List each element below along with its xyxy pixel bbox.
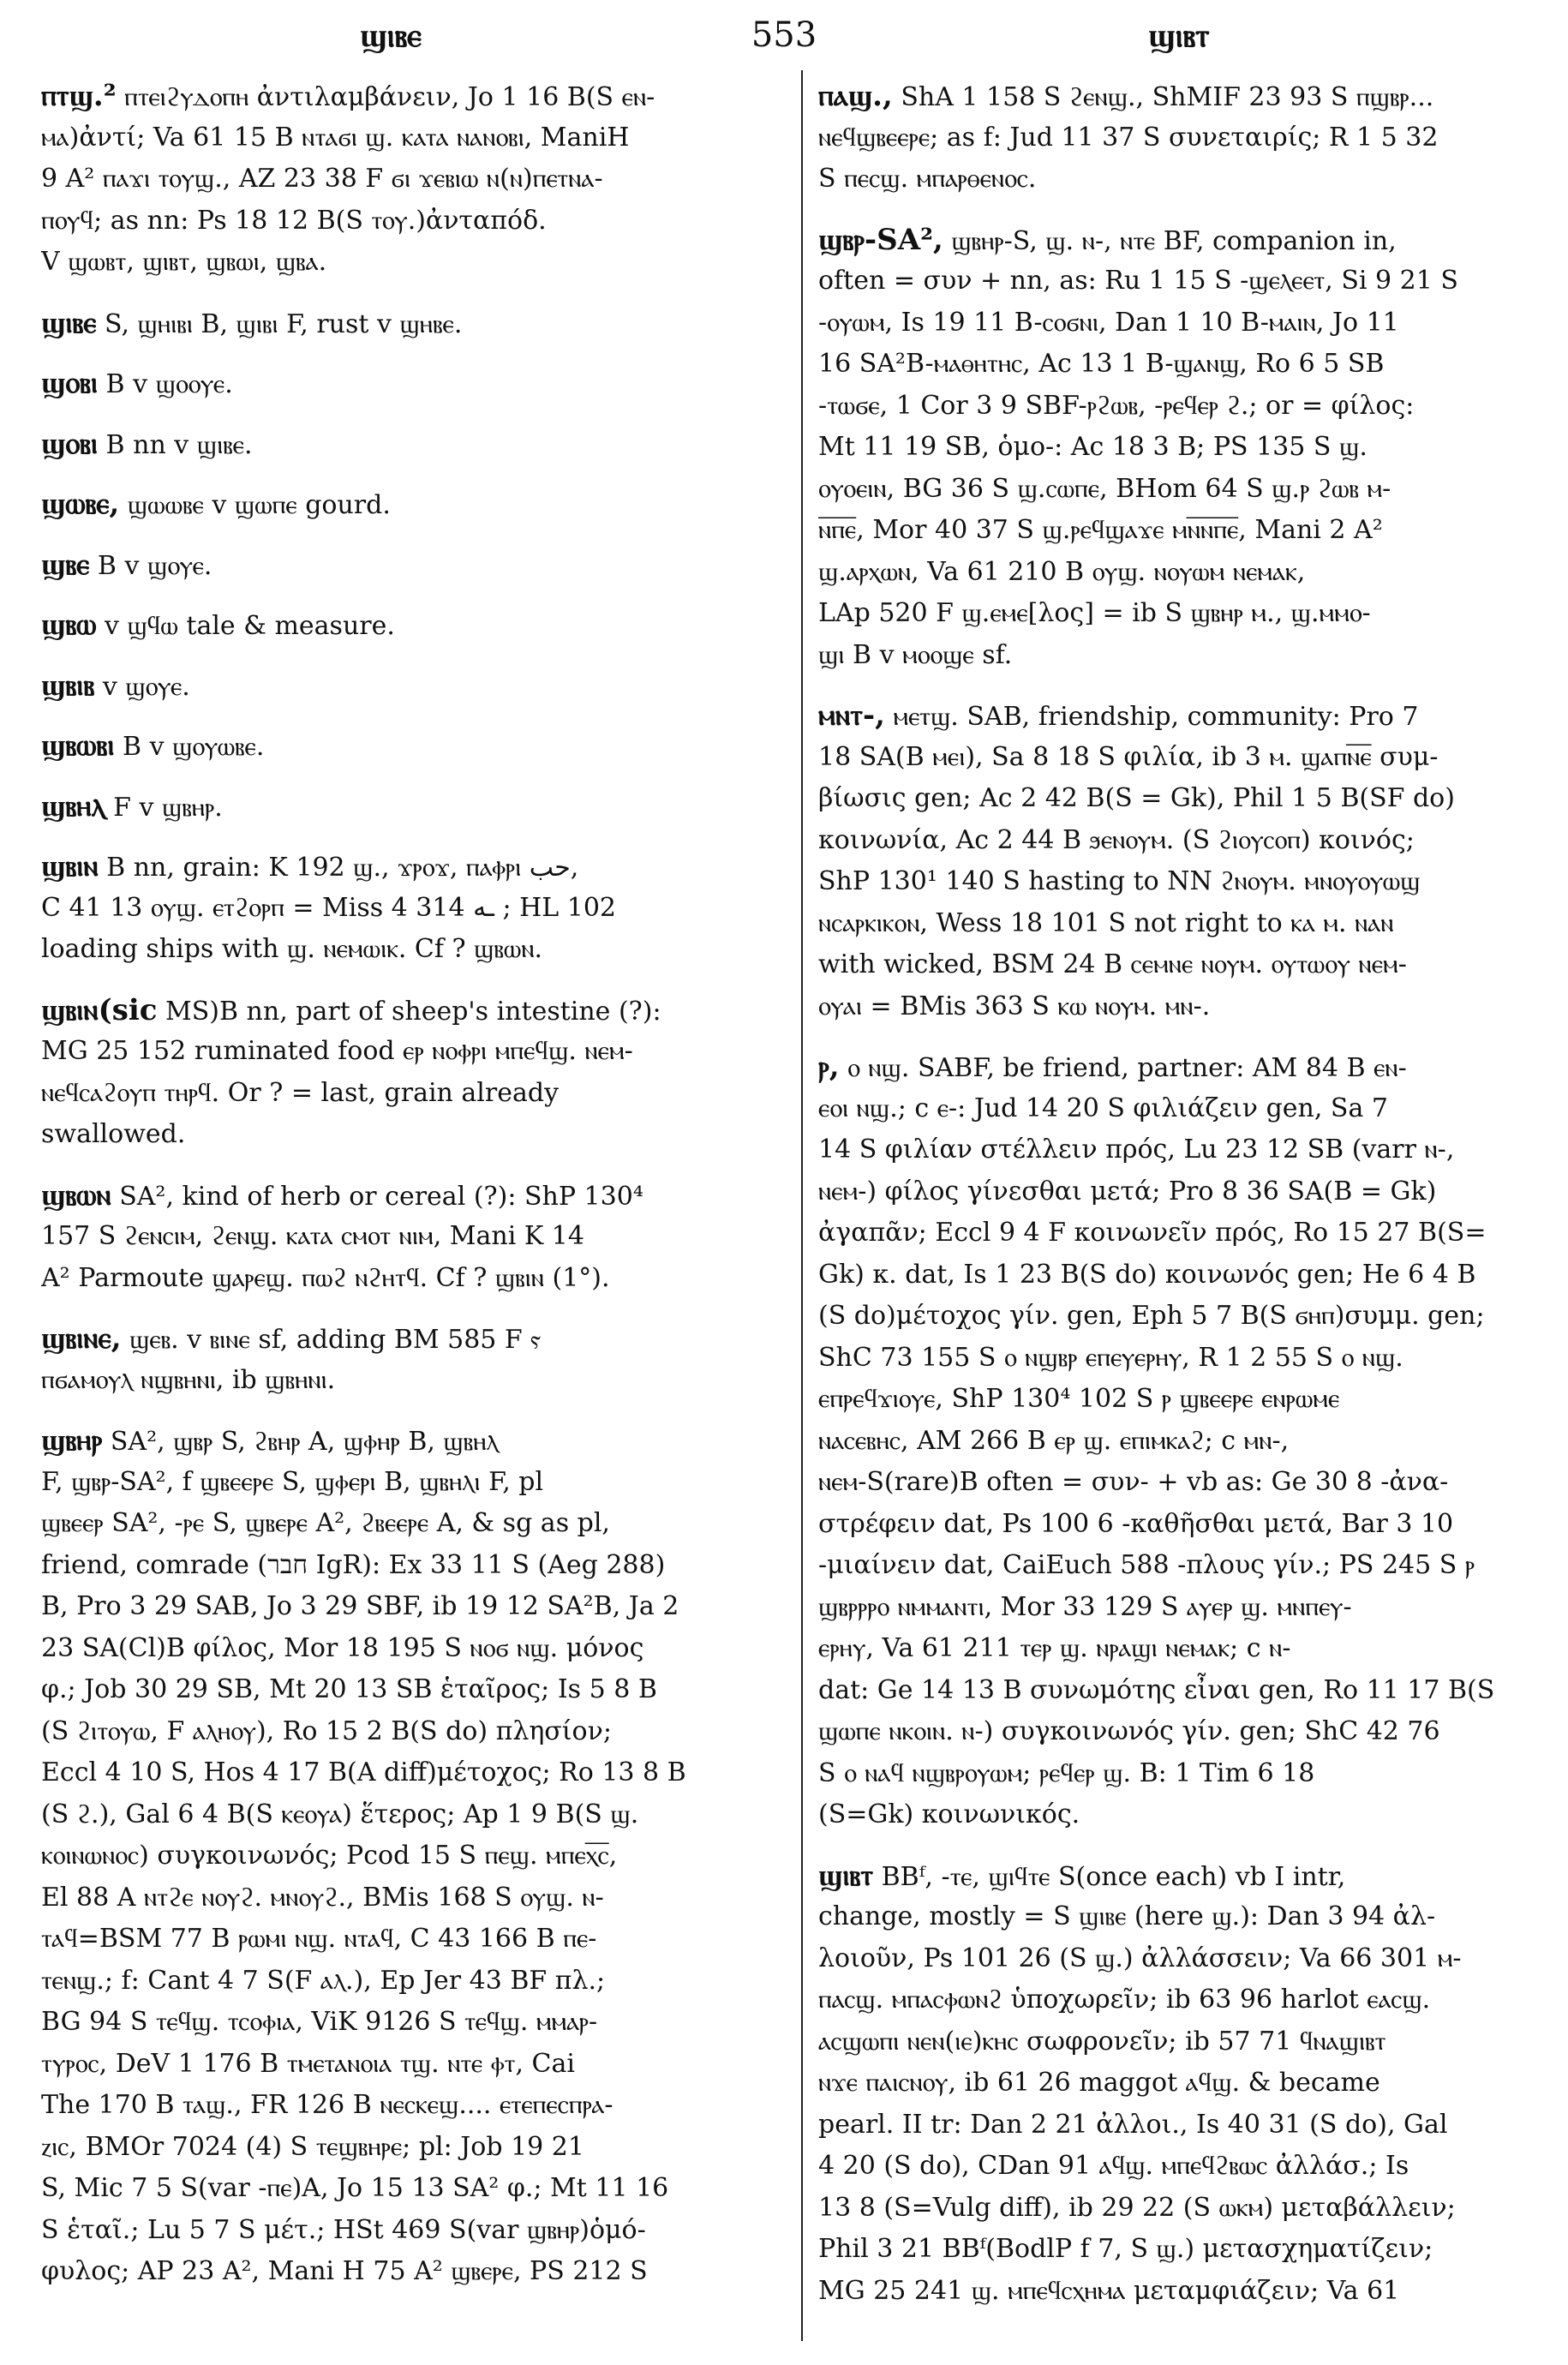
entry-line: ϣⲃⲓⲛⲉ, ϣⲉⲃ. v ⲃⲓⲛⲉ sf, adding BM 585 F ⲋ	[41, 1321, 542, 1356]
entry-line: ἀγαπᾶν; Eccl 9 4 F κοινωνεῖν πρός, Ro 15 27 B(S=	[818, 1218, 1487, 1248]
entry-line: dat: Ge 14 13 B συνωμότης εἶναι gen, Ro 11 17 B(S	[818, 1674, 1495, 1705]
entry-line: 18 SA(B ⲙⲉⲓ), Sa 8 18 S φιλία, ib 3 ⲙ. ϣⲁⲡⲛ̅ⲉ̅ συμ-	[818, 741, 1439, 772]
entry-line: 13 8 (S=Vulg diff), ib 29 22 (S ⲱⲕⲙ) μεταβάλλειν;	[818, 2192, 1456, 2223]
entry-line: A² Parmoute ϣⲁⲣⲉϣ. ⲡⲱϩ ⲛϩⲏⲧϥ. Cf ? ϣⲃⲓⲛ (1°).	[41, 1262, 610, 1293]
entry-line: S, Mic 7 5 S(var -ⲡⲉ)A, Jo 15 13 SA² φ.; Mt 11 16	[41, 2173, 669, 2203]
entry-line: ⲟⲩⲁⲓ = BMis 363 S ⲕⲱ ⲛⲟⲩⲙ. ⲙⲛ-.	[818, 991, 1211, 1021]
entry-line: 16 SA²B-ⲙⲁⲑⲏⲧⲏⲥ, Ac 13 1 B-ϣⲁⲛϣ, Ro 6 5 SB	[818, 349, 1385, 379]
entry-line: ⲛⲉⲙ-S(rare)B often = συν- + vb as: Ge 30 8 -ἀνα-	[818, 1467, 1449, 1497]
entry-line: change, mostly = S ϣⲓⲃⲉ (here ϣ.): Dan 3 94 ἀλ-	[818, 1901, 1436, 1931]
entry-line: ϣⲟⲃⲓ B nn v ϣⲓⲃⲉ.	[41, 426, 253, 461]
entry-line: ⲛⲉϥϣⲃⲉⲉⲣⲉ; as f: Jud 11 37 S συνεταιρίς; R 1 5 32	[818, 122, 1439, 153]
entry-line: 4 20 (S do), CDan 91 ⲁϥϣ. ⲙⲡⲉϥϩⲃⲱⲥ ἀλλάσ.; Is	[818, 2151, 1409, 2181]
headword: ϣⲓⲃⲧ	[818, 1858, 874, 1893]
entry-line: (S=Gk) κοινωνικός.	[818, 1799, 1080, 1829]
entry-gap	[41, 646, 791, 665]
entry-line: Eccl 4 10 S, Hos 4 17 B(A diff)μέτοχος; Ro 13 8 B	[41, 1757, 686, 1787]
headword: ϣⲃⲱⲃⲓ	[41, 728, 115, 763]
entry-line: pearl. II tr: Dan 2 21 ἀλλοι., Is 40 31 (S do), Gal	[818, 2109, 1448, 2140]
entry-line: ⲁⲥϣⲱⲡⲓ ⲛⲉⲛ(ⲓⲉ)ⲕⲏⲥ σωφρονεῖν; ib 57 71 ϥⲛⲁϣⲓⲃⲧ	[818, 2026, 1386, 2057]
entry-line: loading ships with ϣ. ⲛⲉⲙⲱⲓⲕ. Cf ? ϣⲃⲱⲛ.	[41, 934, 543, 964]
entry-line: -ⲟⲩⲱⲙ, Is 19 11 B-ⲥⲟϭⲛⲓ, Dan 1 10 B-ⲙⲁⲓⲛ, Jo 11	[818, 307, 1399, 338]
headword: ϣⲃⲉ	[41, 547, 90, 582]
entry-line: ϣⲃⲏⲗ F v ϣⲃⲏⲣ.	[41, 788, 223, 823]
entry-line: ϣⲃⲓⲛ(sic MS)B nn, part of sheep's intestine (?):	[41, 992, 661, 1027]
headword: ϣⲃⲏⲗ	[41, 788, 105, 823]
entry-line: -μιαίνειν dat, CaiEuch 588 -πλους γίν.; PS 245 S ⲣ	[818, 1550, 1475, 1580]
entry-gap	[41, 1156, 791, 1175]
entry-line: ⲡⲁϣ., ShA 1 158 S ϩⲉⲛϣ., ShMIF 23 93 S ⲡϣⲃⲣ...	[818, 79, 1434, 113]
entry-line: ⲉⲡⲣⲉϥϫⲓⲟⲩⲉ, ShP 130⁴ 102 S ⲣ ϣⲃⲉⲉⲣⲉ ⲉⲛⲣⲱⲙⲉ	[818, 1384, 1340, 1414]
headword: ϣⲃⲱⲛ	[41, 1177, 111, 1212]
entry-line: βίωσις gen; Ac 2 42 B(S = Gk), Phil 1 5 B(SF do)	[818, 783, 1455, 813]
entry-line: ϣⲃⲉ B v ϣⲟⲩⲉ.	[41, 547, 212, 582]
entry-gap	[41, 284, 791, 302]
entry-line: S ⲡⲉⲥϣ. ⲙⲡⲁⲣⲑⲉⲛⲟⲥ.	[818, 164, 1037, 194]
entry-line: swallowed.	[41, 1119, 186, 1149]
entry-gap	[818, 201, 1568, 219]
entry-line: ⲍⲓⲥ, BMOr 7024 (4) S ⲧⲉϣⲃⲏⲣⲉ; pl: Job 19 21	[41, 2131, 584, 2162]
entry-gap	[818, 676, 1568, 695]
entry-line: ⲉⲣⲏⲩ, Va 61 211 ⲧⲉⲣ ϣ. ⲛⲣⲁϣⲓ ⲛⲉⲙⲁⲕ; c ⲛ-	[818, 1633, 1291, 1663]
headword: ϣⲟⲃⲓ	[41, 426, 98, 461]
entry-line: ⲛ̅ⲡ̅ⲉ̅, Mor 40 37 S ϣ.ⲣⲉϥϣⲁϫⲉ ⲙⲛ̅ⲛ̅ⲡ̅ⲉ̅, Mani 2 A²	[818, 515, 1383, 545]
entry-line: στρέφειν dat, Ps 100 6 -καθῆσθαι μετά, Bar 3 10	[818, 1508, 1454, 1539]
entry-line: B, Pro 3 29 SAB, Jo 3 29 SBF, ib 19 12 SA²B, Ja 2	[41, 1591, 679, 1621]
entry-line: ϣ.ⲁⲣⲭⲱⲛ, Va 61 210 B ⲟⲩϣ. ⲛⲟⲩⲱⲙ ⲛⲉⲙⲁⲕ,	[818, 556, 1306, 587]
entry-line: with wicked, BSM 24 B ⲥⲉⲙⲛⲉ ⲛⲟⲩⲙ. ⲟⲩⲧⲱⲟⲩ ⲛⲉⲙ-	[818, 949, 1407, 979]
entry-line: ⲕⲟⲓⲛⲱⲛⲟⲥ) συγκοινωνός; Pcod 15 S ⲡⲉϣ. ⲙⲡⲉⲭ̅ⲥ̅,	[41, 1841, 618, 1871]
entry-line: ϣⲓ B v ⲙⲟⲟϣⲉ sf.	[818, 639, 1013, 670]
entry-gap	[41, 404, 791, 423]
entry-gap	[41, 525, 791, 544]
entry-line: ϣⲃⲣ-SA², ϣⲃⲏⲣ-S, ϣ. ⲛ-, ⲛⲧⲉ BF, companion in,	[818, 222, 1397, 257]
headword: ⲡⲧϣ.²	[41, 79, 117, 113]
entry-line: ⲙⲛⲧ-, ⲙⲉⲧϣ. SAB, friendship, community: Pro 7	[818, 698, 1419, 733]
entry-line: ϣⲃⲉⲉⲣ SA², -ⲣⲉ S, ϣⲃⲉⲣⲉ A², ϩⲃⲉⲉⲣⲉ A, & sg as pl,	[41, 1508, 610, 1538]
headword: ϣⲃⲏⲣ	[41, 1423, 103, 1458]
entry-gap	[818, 1836, 1568, 1855]
entry-line: 157 S ϩⲉⲛⲥⲓⲙ, ϩⲉⲛϣ. ⲕⲁⲧⲁ ⲥⲙⲟⲧ ⲛⲓⲙ, Mani K 14	[41, 1221, 584, 1251]
entry-gap	[41, 585, 791, 604]
entry-line: LAp 520 F ϣ.ⲉⲙⲉ[λος] = ib S ϣⲃⲏⲣ ⲙ., ϣ.ⲙⲙⲟ-	[818, 598, 1371, 628]
headword: ϣⲃⲣ-SA²,	[818, 222, 943, 257]
entry-line: ⲧⲉⲛϣ.; f: Cant 4 7 S(F ⲁⲗ.), Ep Jer 43 BF πλ.;	[41, 1965, 606, 1996]
entry-gap	[41, 971, 791, 990]
entry-gap	[41, 1401, 791, 1420]
entry-line: The 170 B ⲧⲁϣ., FR 126 B ⲛⲉⲥⲕⲉϣ.... ⲉⲧⲉⲡⲉⲥⲡⲣⲁ-	[41, 2090, 613, 2120]
entry-line: ϣⲃⲓⲛ B nn, grain: K 192 ϣ., ϫⲣⲟϫ, ⲡⲁⲫⲣⲓ حب,	[41, 849, 579, 883]
page-number: 553	[751, 15, 817, 55]
header-right-guide-word: ϣⲓⲃⲧ	[1148, 15, 1210, 54]
entry-line: ⲉⲟⲓ ⲛϣ.; c ⲉ-: Jud 14 20 S φιλιάζειν gen, Sa 7	[818, 1093, 1388, 1123]
entry-line: MG 25 152 ruminated food ⲉⲣ ⲛⲟⲫⲣⲓ ⲙⲡⲉϥϣ. ⲛⲉⲙ-	[41, 1036, 633, 1066]
header-left-guide-word: ϣⲓⲃⲉ	[360, 15, 422, 54]
headword: ⲙⲛⲧ-,	[818, 698, 885, 733]
headword: ϣⲟⲃⲓ	[41, 366, 98, 400]
right-column	[818, 75, 1568, 2312]
entry-line: ⲛⲉϥⲥⲁϩⲟⲩⲡ ⲧⲏⲣϥ. Or ? = last, grain already	[41, 1077, 560, 1108]
entry-line: ⲡⲁⲥϣ. ⲙⲡⲁⲥⲫⲱⲛϩ ὑποχωρεῖν; ib 63 96 harlot ⲉⲁⲥϣ.	[818, 1985, 1431, 2015]
entry-line: C 41 13 ⲟⲩϣ. ⲉⲧϩⲟⲣⲡ = Miss 4 314 ـه ; HL 102	[41, 892, 617, 923]
entry-line: ϣⲱⲡⲉ ⲛⲕⲟⲓⲛ. ⲛ-) συγκοινωνός γίν. gen; ShC 42 76	[818, 1716, 1440, 1746]
headword: ϣⲃⲓⲛⲉ,	[41, 1321, 122, 1356]
entry-line: V ϣⲱⲃⲧ, ϣⲓⲃⲧ, ϣⲃⲱⲓ, ϣⲃⲁ.	[41, 247, 327, 277]
entry-gap	[41, 1299, 791, 1318]
headword: ϣⲃⲱ	[41, 608, 97, 642]
left-column	[41, 75, 791, 2293]
headword: ⲣ,	[818, 1050, 840, 1084]
entry-line: 14 S φιλίαν στέλλειν πρός, Lu 23 12 SB (varr ⲛ-,	[818, 1135, 1455, 1165]
entry-line: 23 SA(Cl)B φίλος, Mor 18 195 S ⲛⲟϭ ⲛϣ. μόνος	[41, 1632, 644, 1663]
entry-line: ⲙⲁ)ἀντί; Va 61 15 B ⲛⲧⲁϭⲓ ϣ. ⲕⲁⲧⲁ ⲛⲁⲛⲟⲃⲓ, ManiH	[41, 122, 630, 153]
headword: ⲡⲁϣ.,	[818, 79, 893, 113]
entry-line: -ⲧⲱϭⲉ, 1 Cor 3 9 SBF-ⲣϩⲱⲃ, -ⲣⲉϥⲉⲣ ϩ.; or = φίλος:	[818, 390, 1415, 421]
entry-line: S ἑταῖ.; Lu 5 7 S μέτ.; HSt 469 S(var ϣⲃⲏⲣ)ὁμό-	[41, 2214, 646, 2245]
entry-line: Mt 11 19 SB, ὁμο-: Ac 18 3 B; PS 135 S ϣ.	[818, 432, 1368, 462]
entry-line: (S ϩⲓⲧⲟⲩⲱ, F ⲁⲗⲏⲟⲩ), Ro 15 2 B(S do) πλησίον;	[41, 1715, 612, 1746]
entry-gap	[41, 827, 791, 846]
entry-line: φυλος; AP 23 A², Mani H 75 A² ϣⲃⲉⲣⲉ, PS 212 S	[41, 2256, 648, 2286]
entry-line: friend, comrade (חבר IgR): Ex 33 11 S (Aeg 288)	[41, 1549, 666, 1580]
entry-line: ϣⲃⲏⲣ SA², ϣⲃⲣ S, ϩⲃⲏⲣ A, ϣⲫⲏⲣ B, ϣⲃⲏⲗ	[41, 1423, 499, 1458]
entry-line: ⲡⲟⲩϥ; as nn: Ps 18 12 B(S ⲧⲟⲩ.)ἀνταπόδ.	[41, 205, 547, 236]
entry-line: ϣⲃⲱⲛ SA², kind of herb or cereal (?): ShP 130⁴	[41, 1177, 643, 1212]
headword: ϣⲃⲓⲛ(sic	[41, 992, 158, 1027]
entry-line: ϣⲃⲣⲣⲣⲟ ⲛⲙⲙⲁⲛⲧⲓ, Mor 33 129 S ⲁⲩⲉⲣ ϣ. ⲙⲛⲡⲉⲩ-	[818, 1591, 1352, 1622]
entry-line: often = συν + nn, as: Ru 1 15 S -ϣⲉⲗⲉⲉⲧ, Si 9 21 S	[818, 266, 1458, 296]
entry-line: λοιοῦν, Ps 101 26 (S ϣ.) ἀλλάσσειν; Va 66 301 ⲙ-	[818, 1943, 1462, 1973]
headword: ϣⲱⲃⲉ,	[41, 487, 120, 521]
entry-line: MG 25 241 ϣ. ⲙⲡⲉϥⲥⲭⲏⲙⲁ μεταμφιάζειν; Va 61	[818, 2275, 1400, 2306]
entry-line: (S do)μέτοχος γίν. gen, Eph 5 7 B(S ϭⲏⲡ)συμμ. gen;	[818, 1301, 1485, 1331]
entry-line: ⲟⲩⲟⲉⲓⲛ, BG 36 S ϣ.ⲥⲱⲡⲉ, BHom 64 S ϣ.ⲣ ϩⲱⲃ ⲙ-	[818, 473, 1391, 504]
headword: ϣⲓⲃⲉ	[41, 305, 97, 340]
entry-gap	[41, 464, 791, 483]
entry-line: Phil 3 21 BBᶠ(BodlP f 7, S ϣ.) μετασχηματίζειν;	[818, 2234, 1433, 2264]
entry-line: ⲛϫⲉ ⲡⲁⲓⲥⲛⲟⲩ, ib 61 26 maggot ⲁϥϣ. & became	[818, 2068, 1380, 2098]
entry-line: ϣⲟⲃⲓ B v ϣⲟⲟⲩⲉ.	[41, 366, 233, 400]
entry-line: ϣⲃⲱ v ϣϥⲱ tale & measure.	[41, 608, 395, 642]
entry-line: ϣⲓⲃⲉ S, ϣⲏⲓⲃⲓ B, ϣⲓⲃⲓ F, rust v ϣⲏⲃⲉ.	[41, 305, 463, 340]
entry-line: (S ϩ.), Gal 6 4 B(S ⲕⲉⲟⲩⲁ) ἕτερος; Ap 1 9 B(S ϣ.	[41, 1799, 639, 1829]
entry-line: ϣⲃⲓⲃ v ϣⲟⲩⲉ.	[41, 668, 190, 703]
entry-gap	[41, 706, 791, 725]
entry-line: 9 A² ⲡⲁϫⲓ ⲧⲟⲩϣ., AZ 23 38 F ϭⲓ ϫⲉⲃⲓⲱ ⲛ(ⲛ)ⲡⲉⲧⲛⲁ-	[41, 164, 603, 194]
entry-line: ⲧⲩⲣⲟⲥ, DeV 1 176 B ⲧⲙⲉⲧⲁⲛⲟⲓⲁ ⲧϣ. ⲛⲧⲉ ⲫⲧ, Cai	[41, 2048, 575, 2079]
entry-line: ⲛⲥⲁⲣⲕⲓⲕⲟⲛ, Wess 18 101 S not right to ⲕⲁ ⲙ. ⲛⲁⲛ	[818, 907, 1394, 938]
entry-line: ⲧⲁϥ=BSM 77 B ⲣⲱⲙⲓ ⲛϣ. ⲛⲧⲁϥ, C 43 166 B ⲡⲉ-	[41, 1924, 597, 1954]
entry-line: ⲡⲧϣ.² ⲡⲧⲉⲓϩⲩⲇⲟⲡⲏ ἀντιλαμβάνειν, Jo 1 16 B(S ⲉⲛ-	[41, 79, 655, 113]
entry-line: El 88 A ⲛⲧϩⲉ ⲛⲟⲩϩ. ⲙⲛⲟⲩϩ., BMis 168 S ⲟⲩϣ. ⲛ-	[41, 1882, 604, 1913]
entry-line: ⲛⲉⲙ-) φίλος γίνεσθαι μετά; Pro 8 36 SA(B = Gk)	[818, 1176, 1437, 1206]
entry-gap	[41, 344, 791, 362]
entry-line: ⲡϭⲁⲙⲟⲩⲗ ⲛϣⲃⲏⲛⲓ, ib ϣⲃⲏⲛⲓ.	[41, 1364, 336, 1395]
entry-line: BG 94 S ⲧⲉϥϣ. ⲧⲥⲟⲫⲓⲁ, ViK 9126 S ⲧⲉϥϣ. ⲙⲙⲁⲣ-	[41, 2007, 598, 2037]
entry-line: ϣⲓⲃⲧ BBᶠ, -ⲧⲉ, ϣⲓϥⲧⲉ S(once each) vb I intr,	[818, 1858, 1346, 1893]
entry-line: ϣⲃⲱⲃⲓ B v ϣⲟⲩⲱⲃⲉ.	[41, 728, 265, 763]
entry-gap	[818, 1027, 1568, 1046]
entry-line: S ⲟ ⲛⲁϥ ⲛϣⲃⲣⲟⲩⲱⲙ; ⲣⲉϥⲉⲣ ϣ. B: 1 Tim 6 18	[818, 1757, 1315, 1788]
entry-line: ShC 73 155 S ⲟ ⲛϣⲃⲣ ⲉⲡⲉⲩⲉⲣⲏⲩ, R 1 2 55 S ⲟ ⲛϣ.	[818, 1342, 1403, 1373]
headword: ϣⲃⲓⲛ	[41, 849, 99, 883]
column-divider	[801, 70, 803, 2341]
headword: ϣⲃⲓⲃ	[41, 668, 95, 703]
entry-line: Gk) κ. dat, Is 1 23 B(S do) κοινωνός gen; He 6 4 B	[818, 1259, 1476, 1290]
entry-line: ⲣ, ⲟ ⲛϣ. SABF, be friend, partner: AM 84 B ⲉⲛ-	[818, 1050, 1407, 1084]
entry-line: F, ϣⲃⲣ-SA², f ϣⲃⲉⲉⲣⲉ S, ϣⲫⲉⲣⲓ B, ϣⲃⲏⲗⲓ F, pl	[41, 1466, 544, 1497]
entry-line: κοινωνία, Ac 2 44 B ϧⲉⲛⲟⲩⲙ. (S ϩⲓⲟⲩⲥⲟⲡ) κοινός;	[818, 824, 1415, 855]
entry-line: φ.; Job 30 29 SB, Mt 20 13 SB ἑταῖρος; Is 5 8 B	[41, 1674, 657, 1704]
page-header	[34, 15, 1534, 67]
entry-line: ⲛⲁⲥⲉⲃⲏⲥ, AM 266 B ⲉⲣ ϣ. ⲉⲡⲓⲙⲕⲁϩ; c ⲙⲛ-,	[818, 1425, 1290, 1456]
entry-line: ϣⲱⲃⲉ, ϣⲱⲱⲃⲉ v ϣⲱⲡⲉ gourd.	[41, 487, 391, 521]
entry-gap	[41, 767, 791, 786]
entry-line: ShP 130¹ 140 S hasting to NN ϩⲛⲟⲩⲙ. ⲙⲛⲟⲩⲟⲩⲱϣ	[818, 866, 1421, 896]
